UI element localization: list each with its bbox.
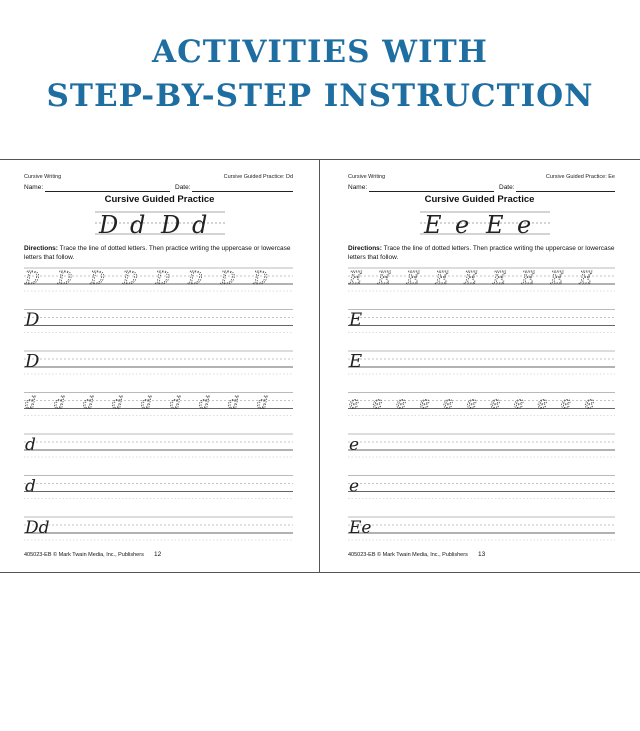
- footer-credit: 405023-EB © Mark Twain Media, Inc., Publishers: [24, 552, 144, 558]
- dotted-trace-letter: e: [560, 393, 571, 414]
- model-letter: E: [349, 351, 363, 372]
- model-letter: d: [25, 476, 36, 497]
- topic-label: Cursive Guided Practice: Dd: [223, 174, 293, 180]
- dotted-trace-letter: e: [349, 393, 360, 414]
- banner-letter: e: [455, 211, 470, 239]
- dotted-trace-letter: E: [579, 268, 593, 289]
- series-label: Cursive Writing: [348, 174, 386, 180]
- practice-row: [348, 476, 615, 499]
- footer-credit: 405023-EB © Mark Twain Media, Inc., Publishers: [348, 552, 468, 558]
- banner-letter: D: [99, 211, 119, 239]
- practice-row: [348, 517, 615, 540]
- dotted-trace-letter: e: [419, 393, 430, 414]
- dotted-trace-letter: D: [155, 268, 170, 289]
- model-letter: e: [349, 476, 360, 497]
- dotted-trace-letter: d: [199, 393, 210, 414]
- dotted-trace-letter: e: [537, 393, 548, 414]
- page-title: Cursive Guided Practice: [104, 194, 215, 205]
- banner-letter: d: [130, 211, 146, 239]
- practice-row: [348, 393, 615, 416]
- date-label: Date:: [499, 184, 515, 191]
- topic-label: Cursive Guided Practice: Ee: [545, 174, 615, 180]
- headline-line-2: STEP-BY-STEP INSTRUCTION: [46, 78, 594, 114]
- dotted-trace-letter: e: [396, 393, 407, 414]
- practice-row: [24, 434, 293, 457]
- dotted-trace-letter: d: [170, 393, 181, 414]
- page-number: 13: [478, 551, 486, 558]
- practice-rows-canvas: [0, 160, 319, 572]
- dotted-trace-letter: D: [90, 268, 105, 289]
- dotted-trace-letter: e: [490, 393, 501, 414]
- dotted-trace-letter: d: [257, 393, 268, 414]
- dotted-trace-letter: e: [513, 393, 524, 414]
- dotted-trace-letter: d: [228, 393, 239, 414]
- dotted-trace-letter: d: [141, 393, 152, 414]
- practice-row: [348, 310, 615, 333]
- practice-row: [348, 351, 615, 374]
- practice-row: [348, 268, 615, 291]
- dotted-trace-letter: e: [443, 393, 454, 414]
- dotted-trace-letter: D: [253, 268, 268, 289]
- dotted-trace-letter: e: [372, 393, 383, 414]
- practice-row: [24, 310, 293, 333]
- directions-text: Trace the line of dotted letters. Then practice writing the uppercase or lowercase letters that follow.: [24, 245, 291, 261]
- model-letter: Dd: [25, 518, 50, 538]
- dotted-trace-letter: E: [377, 268, 391, 289]
- dotted-trace-letter: d: [112, 393, 123, 414]
- headline-line-1: ACTIVITIES WITH: [152, 34, 488, 70]
- practice-row: [24, 351, 293, 374]
- practice-row: [348, 434, 615, 457]
- practice-row: [24, 517, 293, 540]
- model-letter: Ee: [349, 518, 372, 538]
- practice-row: [24, 268, 293, 291]
- dotted-trace-letter: E: [464, 268, 478, 289]
- banner-letter: E: [486, 211, 504, 239]
- dotted-trace-letter: D: [25, 268, 40, 289]
- dotted-trace-letter: E: [435, 268, 449, 289]
- practice-rows-canvas: [320, 160, 639, 572]
- banner-letter: D: [161, 211, 181, 239]
- directions-label: Directions:: [24, 245, 58, 252]
- page-number: 12: [154, 551, 162, 558]
- directions-text: Trace the line of dotted letters. Then practice writing the uppercase or lowercase letters that follow.: [348, 245, 615, 261]
- series-label: Cursive Writing: [24, 174, 62, 180]
- banner-letter: d: [192, 211, 208, 239]
- banner-letter: e: [517, 211, 532, 239]
- model-letter: e: [349, 435, 360, 455]
- dotted-trace-letter: D: [122, 268, 138, 289]
- dotted-trace-letter: e: [466, 393, 477, 414]
- dotted-trace-letter: d: [83, 393, 94, 414]
- name-label: Name:: [24, 184, 44, 191]
- worksheet-page-right: [320, 160, 639, 572]
- page-title: Cursive Guided Practice: [424, 194, 535, 205]
- dotted-trace-letter: d: [54, 393, 65, 414]
- practice-row: [24, 393, 293, 416]
- banner-letter: E: [424, 211, 442, 239]
- dotted-trace-letter: e: [584, 393, 595, 414]
- dotted-trace-letter: D: [188, 268, 203, 289]
- model-letter: d: [25, 435, 36, 455]
- name-label: Name:: [348, 184, 368, 191]
- worksheet-spread: [0, 159, 640, 573]
- dotted-trace-letter: E: [550, 268, 564, 289]
- dotted-trace-letter: E: [492, 268, 507, 289]
- practice-row: [24, 476, 293, 499]
- date-label: Date:: [175, 184, 191, 191]
- dotted-trace-letter: d: [25, 393, 36, 414]
- dotted-trace-letter: E: [349, 268, 363, 289]
- model-letter: D: [25, 309, 40, 331]
- dotted-trace-letter: D: [57, 268, 73, 289]
- worksheet-page-left: [0, 160, 320, 572]
- directions-label: Directions:: [348, 245, 382, 252]
- model-letter: D: [25, 351, 40, 372]
- dotted-trace-letter: E: [521, 268, 535, 289]
- model-letter: E: [349, 309, 363, 331]
- dotted-trace-letter: E: [406, 268, 420, 289]
- dotted-trace-letter: D: [220, 268, 236, 289]
